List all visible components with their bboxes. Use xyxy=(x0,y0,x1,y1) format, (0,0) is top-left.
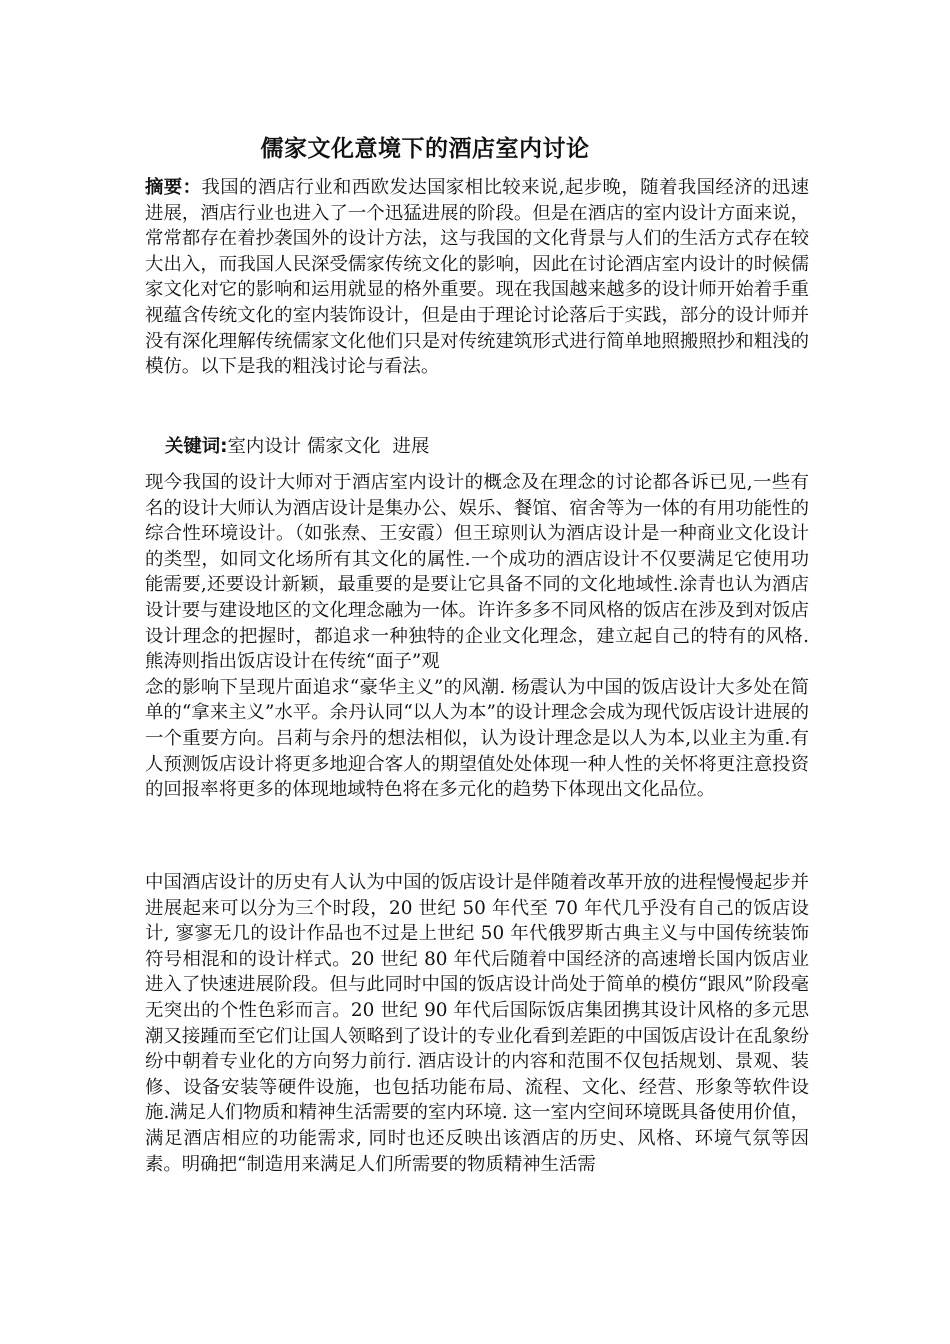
body-paragraph-2 xyxy=(145,870,809,1177)
paragraph-text: 现今我国的设计大师对于酒店室内设计的概念及在理念的讨论都各诉已见,一些有名的设计大师认为酒店设计是集办公、娱乐、餐馆、宿舍等为一体的有用功能性的综合性环境设计。（如张焘、王安霞）但王琼则认为酒店设计是一种商业文化设计的类型，如同文化场所有其文化的属性.一个成功的酒店设计不仅要满足它使用功能需要,还要设计新颖，最重要的是要让它具备不同的文化地域性.涂青也认为酒店设计要与建设地区的文化理念融为一体。许许多多不同风格的饭店在涉及到对饭店设计理念的把握时，都追求一种独特的企业文化理念，建立起自己的特有的风格.熊涛则指出饭店设计在传统“面子”观 xyxy=(145,472,809,673)
abstract-label: 摘要： xyxy=(145,177,202,198)
abstract-text: 我国的酒店行业和西欧发达国家相比较来说,起步晚，随着我国经济的迅速进展，酒店行业也进入了一个迅猛进展的阶段。但是在酒店的室内设计方面来说，常常都存在着抄袭国外的设计方法，这与我国的文化背景与人们的生活方式存在较大出入，而我国人民深受儒家传统文化的影响，因此在讨论酒店室内设计的时候儒家文化对它的影响和运用就显的格外重要。现在我国越来越多的设计师开始着手重视蕴含传统文化的室内装饰设计，但是由于理论讨论落后于实践，部分的设计师并没有深化理解传统儒家文化他们只是对传统建筑形式进行简单地照搬照抄和粗浅的模仿。以下是我的粗浅讨论与看法。 xyxy=(145,177,809,378)
document-title xyxy=(0,133,950,165)
body-paragraph-1 xyxy=(145,470,809,803)
paragraph-text-continued: 念的影响下呈现片面追求“豪华主义”的风潮. 杨震认为中国的饭店设计大多处在简单的“拿来主义”水平。余丹认同“以人为本”的设计理念会成为现代饭店设计进展的一个重要方向。吕莉与余丹的想法相似，认为设计理念是以人为本,以业主为重.有人预测饭店设计将更多地迎合客人的期望值处处体现一种人性的关怀将更注意投资的回报率将更多的体现地域特色将在多元化的趋势下体现出文化品位。 xyxy=(145,676,809,801)
keywords xyxy=(165,434,429,460)
document-title-text: 儒家文化意境下的酒店室内讨论 xyxy=(260,136,590,162)
keyword-item: 进展 xyxy=(392,436,430,457)
abstract xyxy=(145,175,809,380)
paragraph-text: 中国酒店设计的历史有人认为中国的饭店设计是伴随着改革开放的进程慢慢起步并进展起来可以分为三个时段，20 世纪 50 年代至 70 年代几乎没有自己的饭店设计, 寥寥无几的设计作品也不过是上世纪 50 年代俄罗斯古典主义与中国传统装饰符号相混和的设计样式。20 世纪 80 年代后随着中国经济的高速增长国内饭店业进入了快速进展阶段。但与此同时中国的饭店设计尚处于简单的模仿“跟风”阶段毫无突出的个性色彩而言。20 世纪 90 年代后国际饭店集团携其设计风格的多元思潮又接踵而至它们让国人领略到了设计的专业化看到差距的中国饭店设计在乱象纷纷中朝着专业化的方向努力前行. 酒店设计的内容和范围不仅包括规划、景观、装修、设备安装等硬件设施，也包括功能布局、流程、文化、经营、形象等软件设施.满足人们物质和精神生活需要的室内环境. 这一室内空间环境既具备使用价值，满足酒店相应的功能需求, 同时也还反映出该酒店的历史、风格、环境气氛等因素。明确把“制造用来满足人们所需要的物质精神生活需 xyxy=(145,872,809,1175)
keywords-label: 关键词: xyxy=(165,436,228,457)
keyword-item: 儒家文化 xyxy=(306,436,381,457)
keyword-item: 室内设计 xyxy=(227,436,302,457)
